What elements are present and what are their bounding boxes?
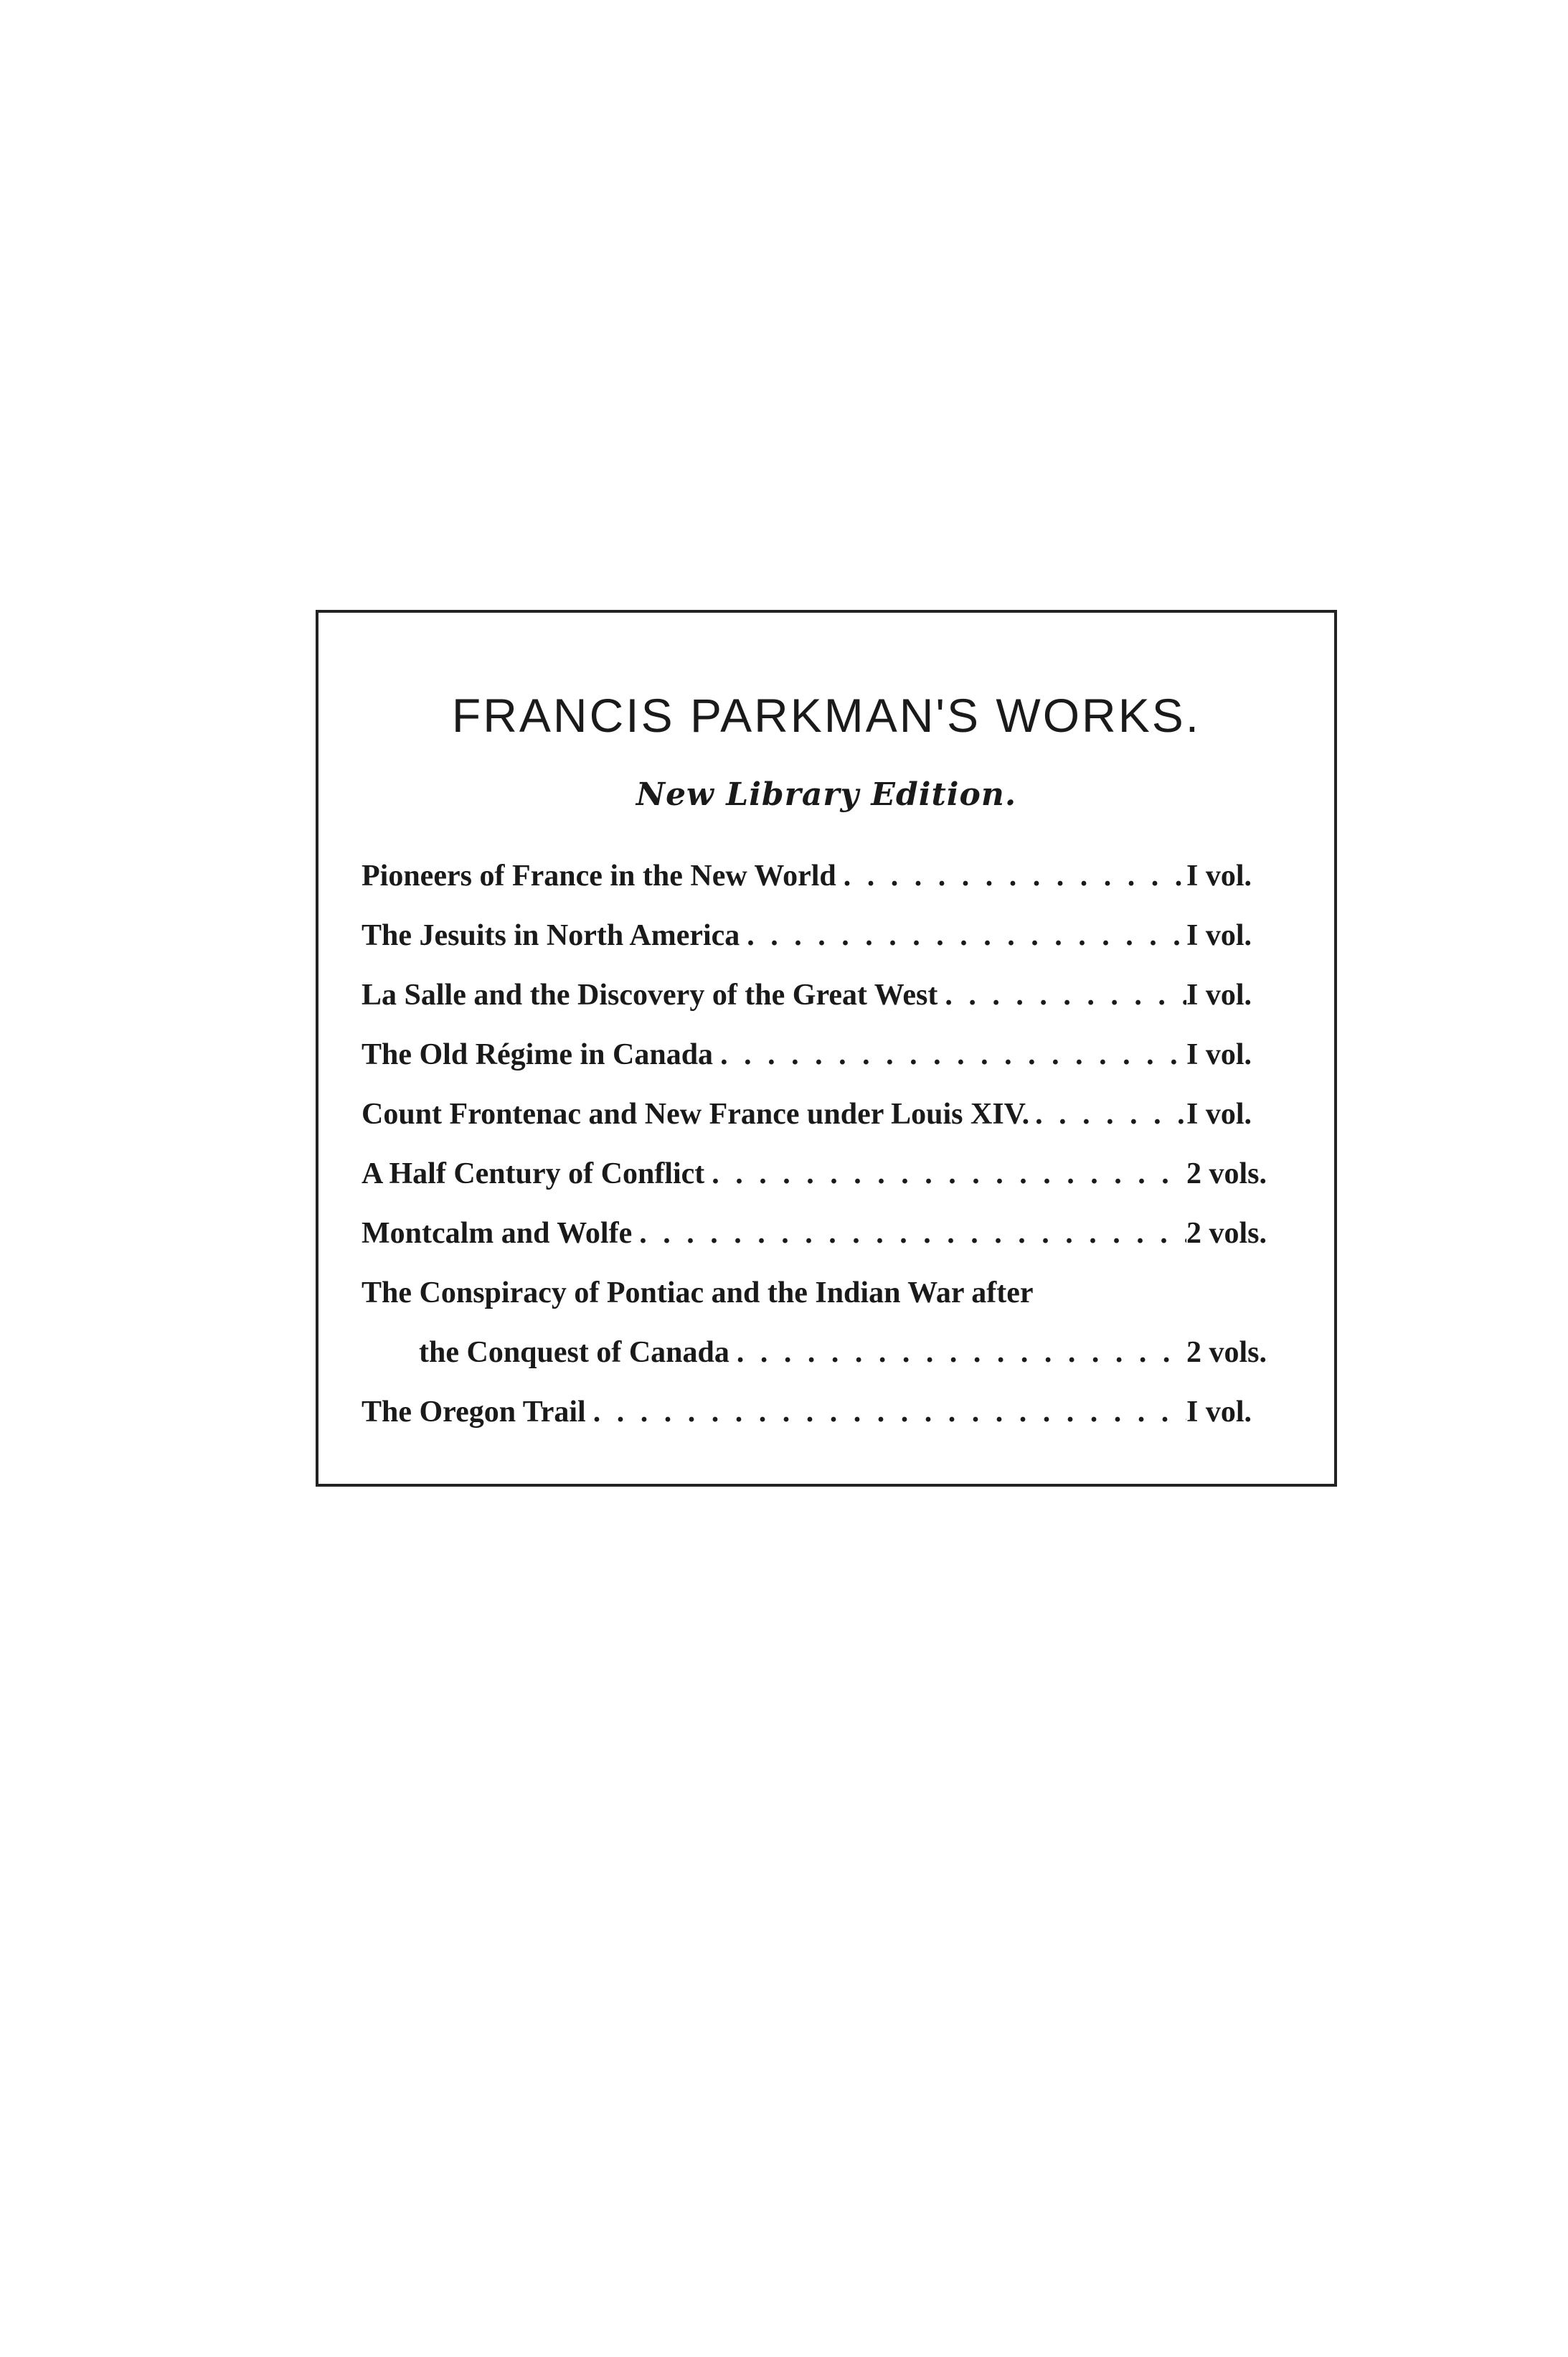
work-entry-montcalm: [362, 1204, 1301, 1264]
work-title: Count Frontenac and New France under Louis XIV.: [362, 1098, 1030, 1131]
work-volumes: I vol.: [1186, 919, 1252, 952]
work-title: La Salle and the Discovery of the Great West: [362, 979, 938, 1012]
advertisement-title: FRANCIS PARKMAN'S WORKS.: [451, 689, 1201, 742]
dot-leader: [740, 906, 1186, 966]
work-title: Pioneers of France in the New World: [362, 860, 836, 893]
work-title: Montcalm and Wolfe: [362, 1217, 633, 1250]
dot-leader: [729, 1323, 1186, 1383]
edition-subtitle: New Library Edition.: [636, 776, 1017, 813]
work-entry-jesuits: [362, 906, 1301, 966]
work-title: A Half Century of Conflict: [362, 1157, 705, 1190]
work-entry-pontiac-line-1: [362, 1264, 1301, 1323]
work-volumes: I vol.: [1186, 979, 1252, 1012]
work-volumes: I vol.: [1186, 1038, 1252, 1071]
dot-leader: [836, 847, 1186, 906]
work-title: The Oregon Trail: [362, 1396, 586, 1429]
work-volumes: I vol.: [1186, 1098, 1252, 1131]
dot-leader: [586, 1383, 1186, 1442]
work-entry-la-salle: [362, 966, 1301, 1025]
work-volumes: I vol.: [1186, 1396, 1252, 1429]
dot-leader: [938, 966, 1186, 1025]
work-title: The Conspiracy of Pontiac and the Indian War after: [362, 1276, 1034, 1309]
work-entry-pontiac-line-2: [362, 1323, 1301, 1383]
works-list: [362, 847, 1301, 1442]
work-volumes: 2 vols.: [1186, 1217, 1267, 1250]
work-title: The Old Régime in Canada: [362, 1038, 714, 1071]
work-entry-oregon-trail: [362, 1383, 1301, 1442]
work-volumes: 2 vols.: [1186, 1157, 1267, 1190]
dot-leader: [704, 1144, 1186, 1204]
dot-leader: [713, 1025, 1186, 1085]
work-entry-old-regime: [362, 1025, 1301, 1085]
work-title: The Jesuits in North America: [362, 919, 740, 952]
work-title-continued: the Conquest of Canada: [419, 1336, 729, 1369]
work-entry-pioneers: [362, 847, 1301, 906]
work-volumes: 2 vols.: [1186, 1336, 1267, 1369]
dot-leader: [632, 1204, 1186, 1264]
work-volumes: I vol.: [1186, 860, 1252, 893]
work-entry-half-century: [362, 1144, 1301, 1204]
dot-leader: [1029, 1085, 1186, 1144]
work-entry-frontenac: [362, 1085, 1301, 1144]
publisher-advertisement-box: [316, 610, 1337, 1487]
